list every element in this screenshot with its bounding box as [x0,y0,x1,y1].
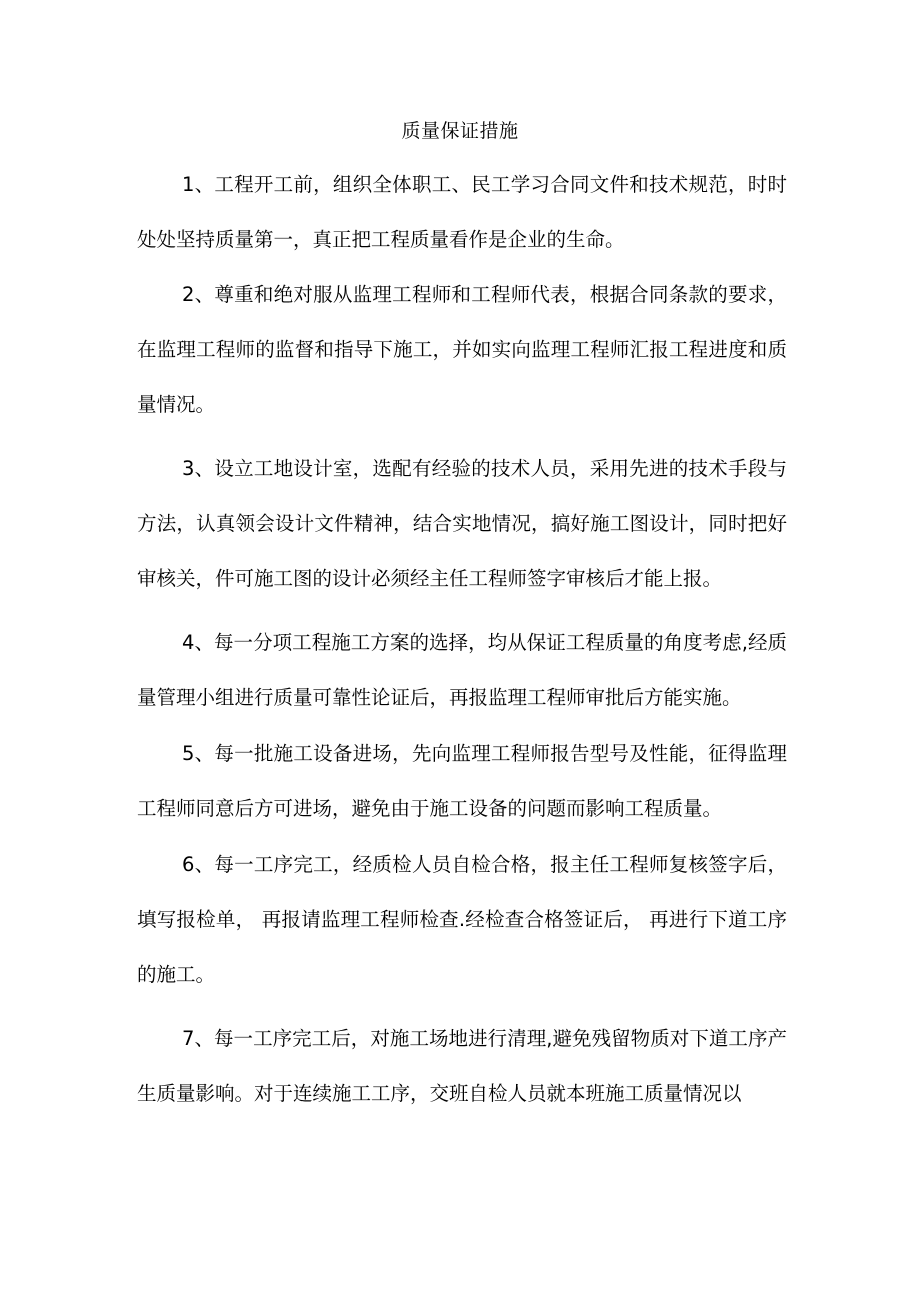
document-title: 质量保证措施 [401,120,519,142]
paragraph-2: 2、尊重和绝对服从监理工程师和工程师代表，根据合同条款的要求，在监理工程师的监督和指导下施工，并如实向监理工程师汇报工程进度和质量情况。 [137,283,787,416]
paragraph-3: 3、设立工地设计室，选配有经验的技术人员，采用先进的技术手段与方法，认真领会设计文件精神，结合实地情况，搞好施工图设计，同时把好审核关，件可施工图的设计必须经主任工程师签字审核后才能上报。 [137,457,787,590]
paragraph-6: 6、每一工序完工，经质检人员自检合格，报主任工程师复核签字后，填写报检单， 再报请监理工程师检查.经检查合格签证后， 再进行下道工序的施工。 [137,853,787,986]
paragraph-1: 1、工程开工前，组织全体职工、民工学习合同文件和技术规范，时时处处坚持质量第一，真正把工程质量看作是企业的生命。 [137,173,787,251]
paragraph-7: 7、每一工序完工后，对施工场地进行清理,避免残留物质对下道工序产生质量影响。对于连续施工工序，交班自检人员就本班施工质量情况以 [137,1027,787,1105]
paragraph-4: 4、每一分项工程施工方案的选择，均从保证工程质量的角度考虑,经质量管理小组进行质量可靠性论证后，再报监理工程师审批后方能实施。 [137,631,787,709]
paragraph-5: 5、每一批施工设备进场，先向监理工程师报告型号及性能，征得监理工程师同意后方可进场，避免由于施工设备的问题而影响工程质量。 [137,742,787,820]
